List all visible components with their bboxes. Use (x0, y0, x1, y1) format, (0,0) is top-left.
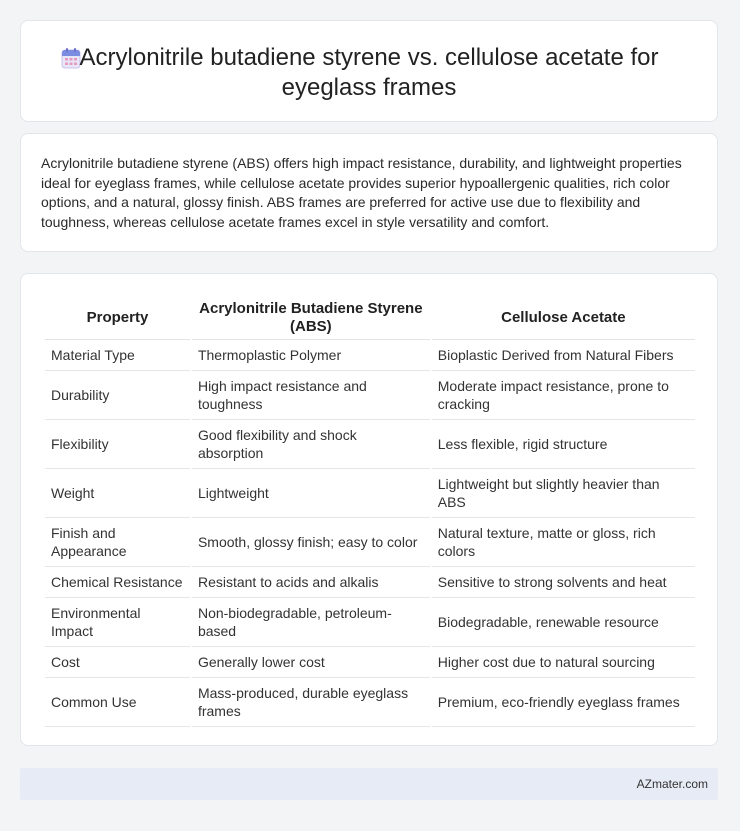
footer-bar (20, 768, 718, 800)
comparison-table (43, 297, 697, 727)
abs-cell: Mass-produced, durable eyeglass frames (192, 678, 430, 727)
header-abs: Acrylonitrile Butadiene Styrene (ABS) (192, 297, 430, 340)
title-card (20, 20, 718, 122)
table-row (45, 598, 695, 647)
property-cell: Finish and Appearance (45, 518, 190, 567)
abs-cell: Smooth, glossy finish; easy to color (192, 518, 430, 567)
footer-brand[interactable]: AZmater.com (636, 777, 708, 791)
acetate-cell: Moderate impact resistance, prone to cracking (432, 371, 695, 420)
property-cell: Durability (45, 371, 190, 420)
abs-cell: High impact resistance and toughness (192, 371, 430, 420)
table-row (45, 340, 695, 371)
abs-cell: Lightweight (192, 469, 430, 518)
acetate-cell: Sensitive to strong solvents and heat (432, 567, 695, 598)
summary-card (20, 133, 718, 252)
acetate-cell: Biodegradable, renewable resource (432, 598, 695, 647)
property-cell: Weight (45, 469, 190, 518)
abs-cell: Generally lower cost (192, 647, 430, 678)
property-cell: Cost (45, 647, 190, 678)
table-row (45, 647, 695, 678)
property-cell: Flexibility (45, 420, 190, 469)
abs-cell: Good flexibility and shock absorption (192, 420, 430, 469)
header-property: Property (45, 297, 190, 340)
property-cell: Common Use (45, 678, 190, 727)
table-row (45, 371, 695, 420)
table-row (45, 469, 695, 518)
acetate-cell: Higher cost due to natural sourcing (432, 647, 695, 678)
property-cell: Chemical Resistance (45, 567, 190, 598)
table-row (45, 518, 695, 567)
comparison-table-card (20, 273, 718, 746)
acetate-cell: Natural texture, matte or gloss, rich colors (432, 518, 695, 567)
header-cellulose-acetate: Cellulose Acetate (432, 297, 695, 340)
property-cell: Environmental Impact (45, 598, 190, 647)
abs-cell: Non-biodegradable, petroleum-based (192, 598, 430, 647)
abs-cell: Thermoplastic Polymer (192, 340, 430, 371)
table-header-row (45, 297, 695, 340)
abs-cell: Resistant to acids and alkalis (192, 567, 430, 598)
acetate-cell: Less flexible, rigid structure (432, 420, 695, 469)
summary-text: Acrylonitrile butadiene styrene (ABS) offers high impact resistance, durability, and lightweight properties ideal for eyeglass frames, while cellulose acetate provides superior hypoallergenic qualities, rich color options, and a natural, glossy finish. ABS frames are preferred for active use due to flexibility and toughness, whereas cellulose acetate frames excel in style versatility and comfort. (41, 155, 682, 230)
table-row (45, 567, 695, 598)
property-cell: Material Type (45, 340, 190, 371)
acetate-cell: Premium, eco-friendly eyeglass frames (432, 678, 695, 727)
table-row (45, 678, 695, 727)
page-title: Acrylonitrile butadiene styrene vs. cellulose acetate for eyeglass frames (79, 44, 659, 101)
acetate-cell: Bioplastic Derived from Natural Fibers (432, 340, 695, 371)
acetate-cell: Lightweight but slightly heavier than ABS (432, 469, 695, 518)
table-row (45, 420, 695, 469)
